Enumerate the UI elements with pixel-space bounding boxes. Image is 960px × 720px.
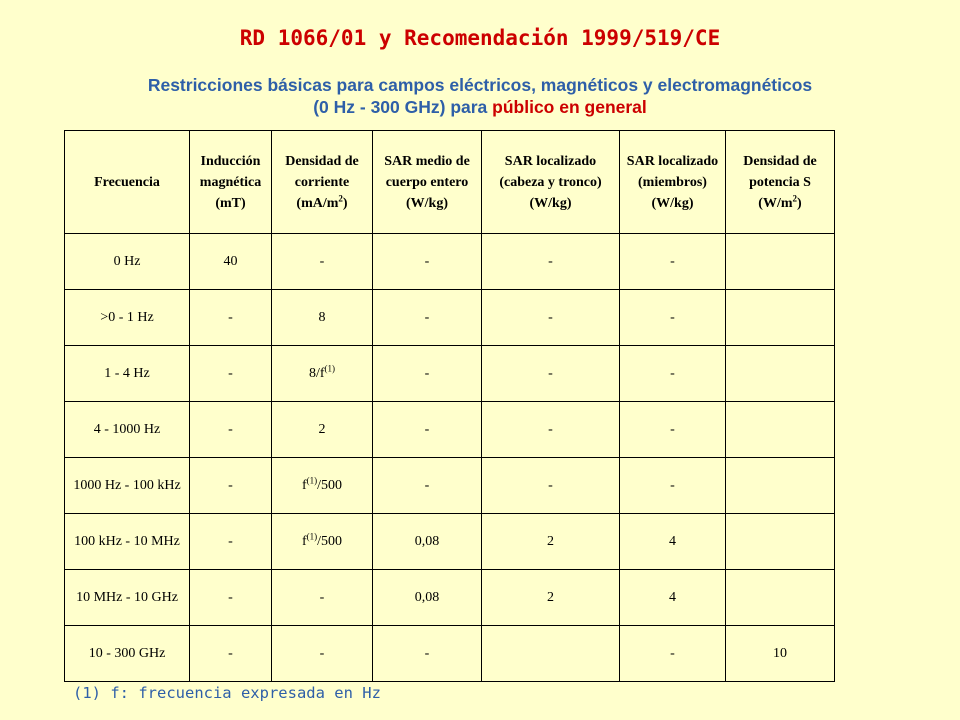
table-cell <box>272 514 373 570</box>
page-subtitle <box>0 74 960 118</box>
table-cell <box>482 570 620 626</box>
cell-text: - <box>228 366 233 381</box>
cell-text: - <box>548 254 553 269</box>
table-cell <box>65 570 190 626</box>
header-text: Densidad de corriente (mA/m <box>285 153 359 211</box>
cell-text: 10 - 300 GHz <box>88 646 166 661</box>
table-cell <box>726 346 835 402</box>
cell-text: - <box>228 590 233 605</box>
subtitle-accent-text: público en general <box>492 97 647 117</box>
cell-text: - <box>424 422 430 437</box>
table-cell <box>620 458 726 514</box>
table-cell <box>65 402 190 458</box>
table-cell <box>190 514 272 570</box>
table-cell <box>620 570 726 626</box>
table-cell <box>620 290 726 346</box>
table-cell <box>482 626 620 682</box>
cell-text: - <box>424 254 430 269</box>
header-text: Inducción magnética (mT) <box>199 153 262 211</box>
cell-text: - <box>670 646 675 661</box>
table-cell <box>272 402 373 458</box>
cell-text: - <box>228 310 233 325</box>
cell-text: 8 <box>318 310 326 325</box>
table-cell <box>190 234 272 290</box>
header-cell <box>272 131 373 234</box>
header-cell <box>373 131 482 234</box>
table-cell <box>272 458 373 514</box>
cell-text: 4 - 1000 Hz <box>93 422 161 437</box>
cell-text: 100 kHz - 10 MHz <box>74 534 180 549</box>
cell-text: - <box>548 366 553 381</box>
header-text: SAR localizado (miembros) (W/kg) <box>626 153 719 211</box>
table-row <box>65 626 835 682</box>
table-cell <box>272 290 373 346</box>
header-text: Densidad de potencia S (W/m <box>743 153 817 211</box>
table-row <box>65 290 835 346</box>
table-cell <box>482 346 620 402</box>
table-cell <box>373 402 482 458</box>
table-cell <box>65 234 190 290</box>
cell-text: - <box>548 478 553 493</box>
table-cell <box>726 570 835 626</box>
table-row <box>65 458 835 514</box>
cell-text: 0,08 <box>414 534 440 549</box>
header-text: SAR localizado (cabeza y tronco) (W/kg) <box>499 153 602 211</box>
header-text-suffix: ) <box>342 195 348 211</box>
cell-text: - <box>670 478 675 493</box>
table-cell <box>482 458 620 514</box>
table-cell <box>620 234 726 290</box>
cell-text: 10 <box>773 646 787 661</box>
cell-text: f <box>301 478 307 493</box>
cell-text: - <box>548 422 553 437</box>
cell-text: - <box>424 478 430 493</box>
table-cell <box>190 570 272 626</box>
cell-text: - <box>670 366 675 381</box>
subtitle-line-2-text: (0 Hz - 300 GHz) para <box>313 97 493 117</box>
cell-text: - <box>228 478 233 493</box>
table-cell <box>726 402 835 458</box>
table-cell <box>272 234 373 290</box>
cell-text: 8/f <box>308 366 325 381</box>
table-cell <box>373 514 482 570</box>
header-superscript: 2 <box>338 192 343 203</box>
cell-text: 1 - 4 Hz <box>104 366 150 381</box>
cell-text: - <box>670 422 675 437</box>
cell-text: - <box>670 254 675 269</box>
table-cell <box>190 290 272 346</box>
cell-text: - <box>670 310 675 325</box>
restrictions-table <box>64 130 835 682</box>
table-row <box>65 514 835 570</box>
cell-superscript: (1) <box>306 531 318 542</box>
cell-text: 40 <box>223 254 238 269</box>
table-cell <box>65 346 190 402</box>
cell-text-suffix: /500 <box>317 534 343 549</box>
table-cell <box>482 402 620 458</box>
header-text-suffix: ) <box>797 195 802 211</box>
cell-text: - <box>228 646 233 661</box>
table-cell <box>190 346 272 402</box>
table-cell <box>620 402 726 458</box>
cell-text: 0 Hz <box>113 254 141 269</box>
table-cell <box>620 346 726 402</box>
page-title: RD 1066/01 y Recomendación 1999/519/CE <box>239 26 721 50</box>
footnote: (1) f: frecuencia expresada en Hz <box>73 684 381 702</box>
table-cell <box>190 458 272 514</box>
cell-superscript: (1) <box>306 475 318 486</box>
table-cell <box>482 514 620 570</box>
table-cell <box>65 626 190 682</box>
cell-text: f <box>301 534 307 549</box>
table-cell <box>190 402 272 458</box>
cell-text: - <box>228 534 233 549</box>
table-cell <box>482 234 620 290</box>
cell-text: 2 <box>547 534 554 549</box>
table-cell <box>726 514 835 570</box>
table-row <box>65 234 835 290</box>
cell-text: 2 <box>318 422 326 437</box>
table-cell <box>373 290 482 346</box>
header-text: Frecuencia <box>94 174 160 190</box>
cell-text: - <box>548 310 553 325</box>
subtitle-line-2 <box>0 96 960 118</box>
table-cell <box>373 626 482 682</box>
cell-text: - <box>228 422 233 437</box>
table-body <box>65 234 835 682</box>
table-cell <box>373 234 482 290</box>
table-cell <box>620 626 726 682</box>
table-cell <box>272 626 373 682</box>
header-cell <box>190 131 272 234</box>
header-cell <box>482 131 620 234</box>
table-cell <box>373 346 482 402</box>
table-row <box>65 402 835 458</box>
table-cell <box>373 458 482 514</box>
table-cell <box>272 570 373 626</box>
table-row <box>65 570 835 626</box>
table-cell <box>65 290 190 346</box>
table-cell <box>726 290 835 346</box>
cell-text: - <box>424 646 430 661</box>
cell-text: 0,08 <box>414 590 440 605</box>
table-cell <box>482 290 620 346</box>
table-cell <box>272 346 373 402</box>
table-cell <box>373 570 482 626</box>
cell-superscript: (1) <box>324 363 336 374</box>
table-cell <box>726 458 835 514</box>
header-text: SAR medio de cuerpo entero (W/kg) <box>384 153 470 211</box>
header-cell <box>726 131 835 234</box>
cell-text: >0 - 1 Hz <box>100 310 154 325</box>
cell-text: - <box>319 254 325 269</box>
cell-text: - <box>319 590 325 605</box>
cell-text: - <box>424 310 430 325</box>
table-row <box>65 346 835 402</box>
table-cell <box>65 514 190 570</box>
header-cell <box>620 131 726 234</box>
table-header-row <box>65 131 835 234</box>
cell-text: 2 <box>547 590 554 605</box>
cell-text: 10 MHz - 10 GHz <box>76 590 178 605</box>
table-cell <box>726 234 835 290</box>
header-superscript: 2 <box>792 192 798 203</box>
cell-text-suffix: /500 <box>317 478 343 493</box>
table-cell <box>620 514 726 570</box>
table-cell <box>726 626 835 682</box>
subtitle-line-1: Restricciones básicas para campos eléctricos, magnéticos y electromagnéticos <box>147 75 813 95</box>
table-cell <box>190 626 272 682</box>
cell-text: - <box>319 646 325 661</box>
cell-text: 1000 Hz - 100 kHz <box>73 478 181 493</box>
cell-text: 4 <box>669 534 676 549</box>
header-cell <box>65 131 190 234</box>
cell-text: 4 <box>669 590 676 605</box>
cell-text: - <box>424 366 430 381</box>
table-cell <box>65 458 190 514</box>
